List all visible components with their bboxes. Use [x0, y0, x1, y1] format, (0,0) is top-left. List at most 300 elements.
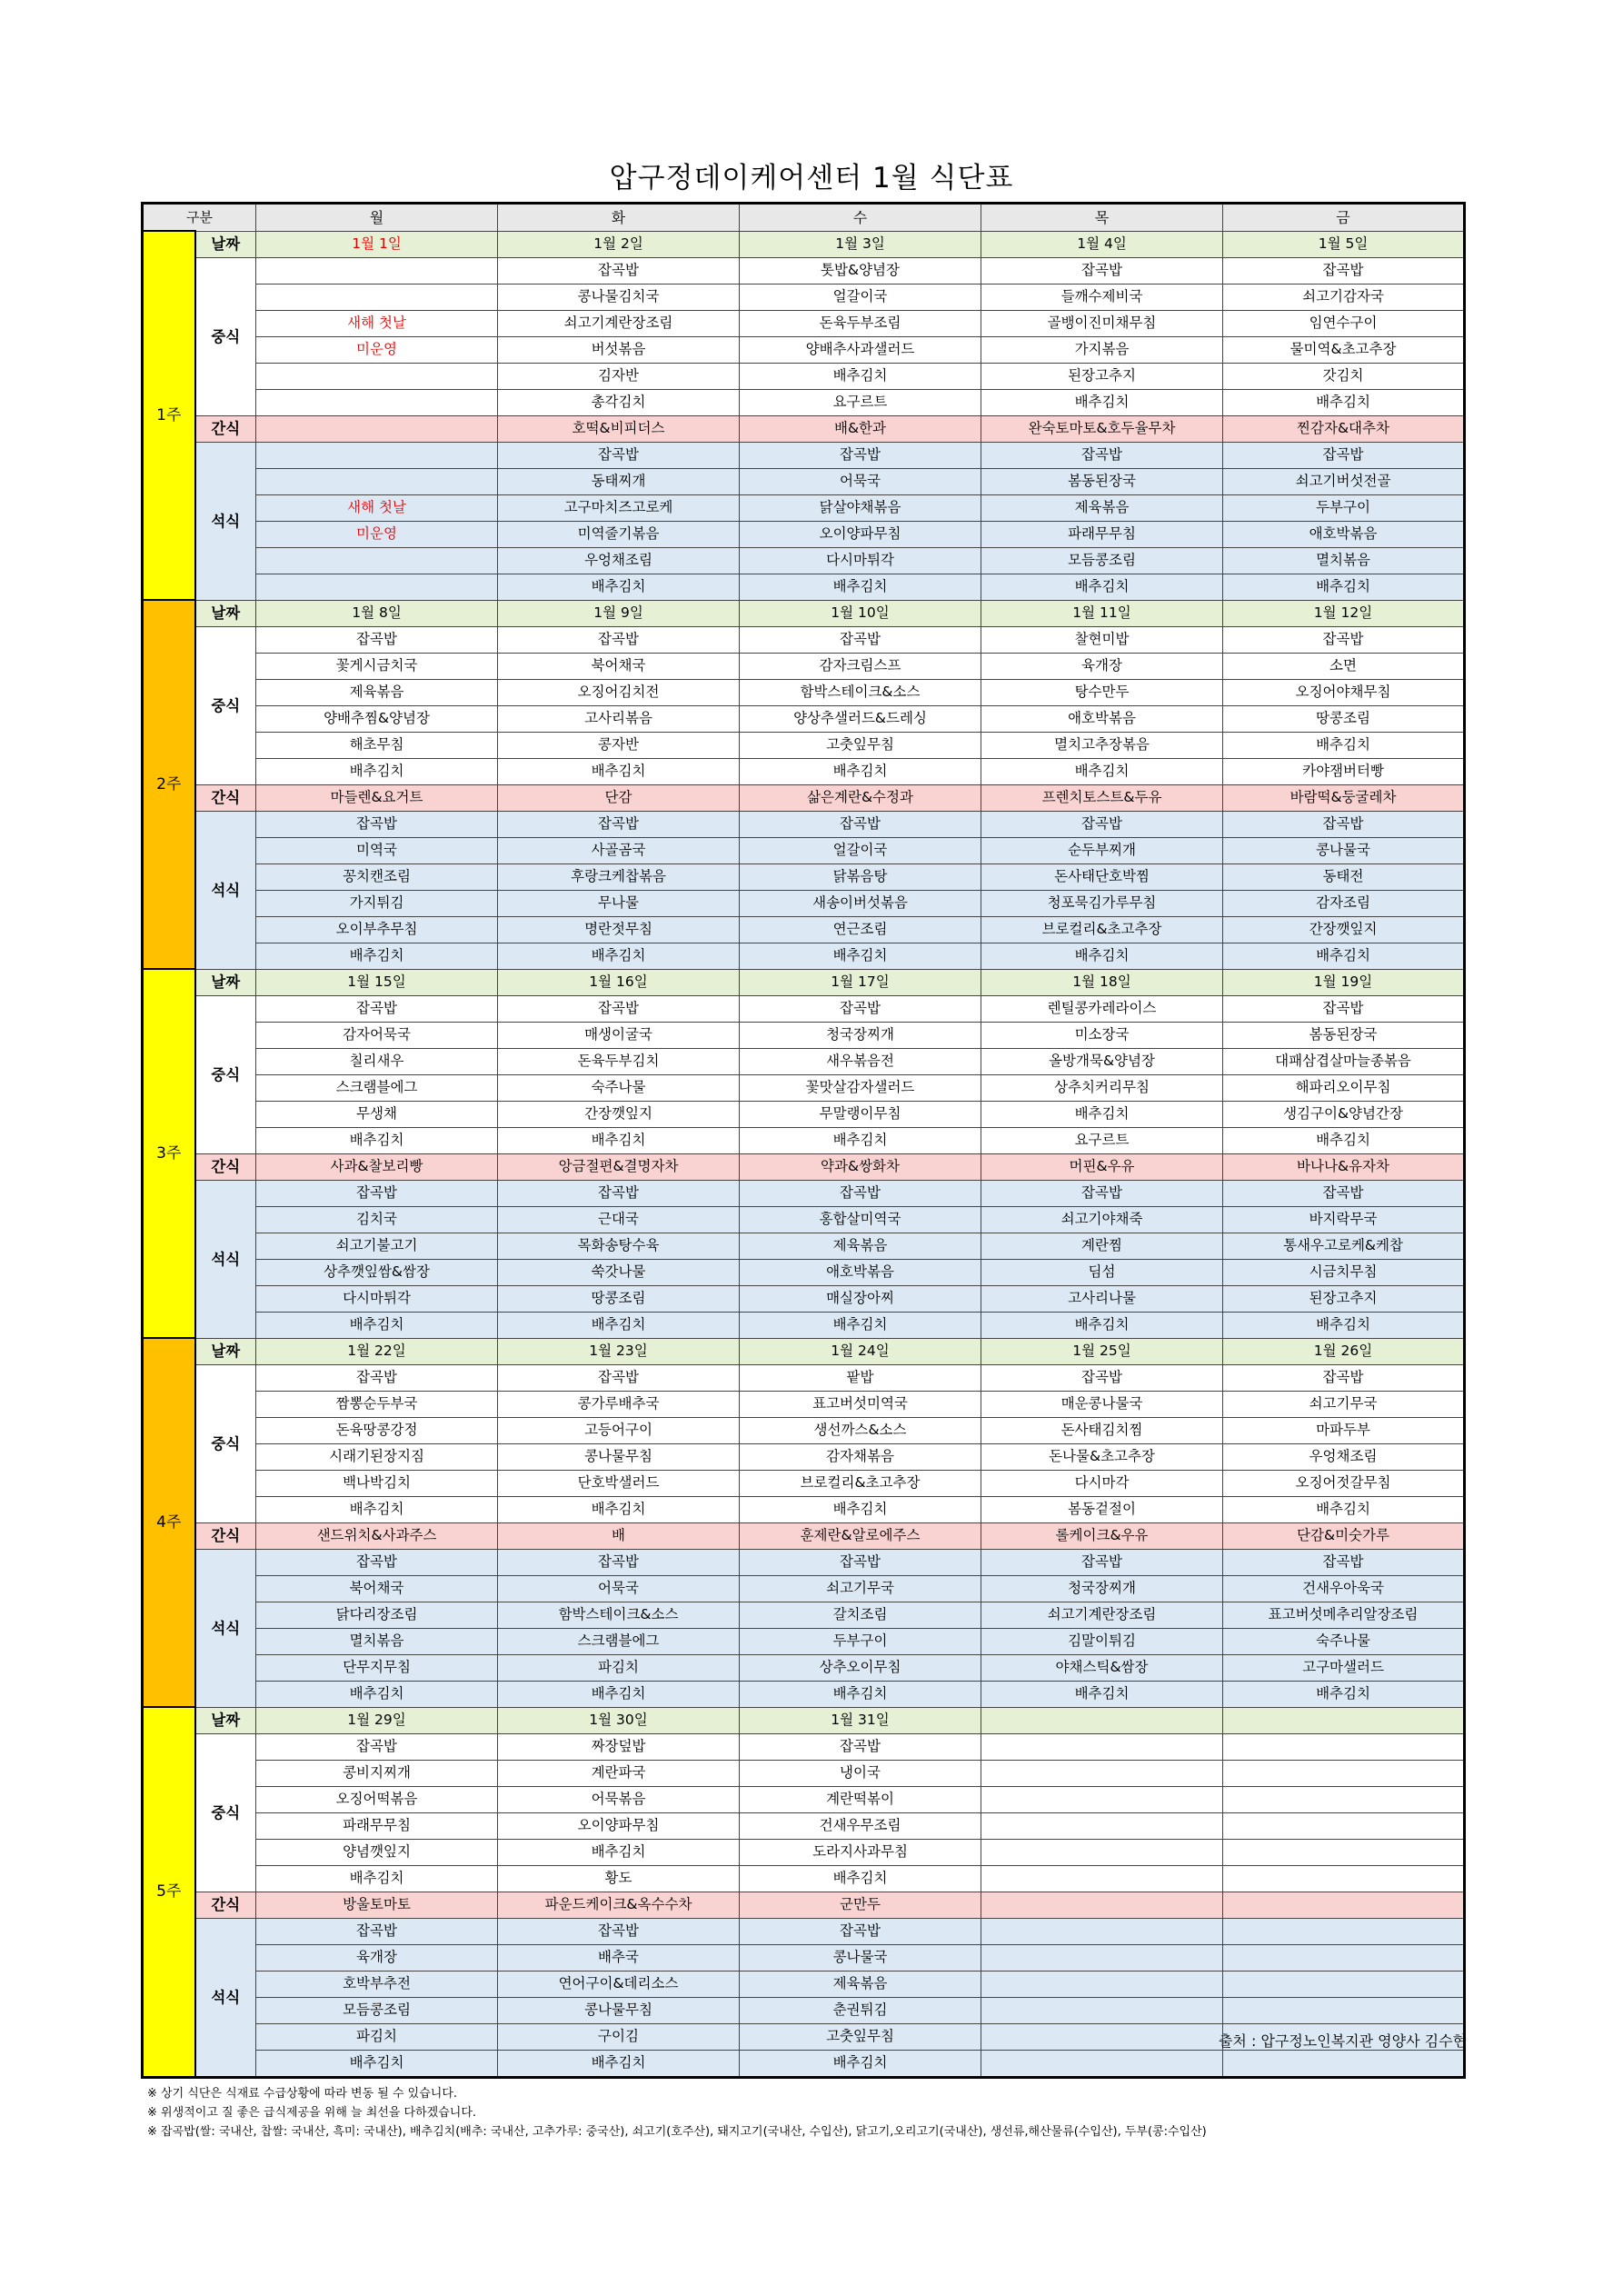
lunch-item: 잡곡밥: [740, 626, 981, 653]
lunch-item: 콩나물무침: [498, 1443, 740, 1470]
dinner-item: 두부구이: [740, 1628, 981, 1654]
dinner-item: 딤섬: [981, 1259, 1223, 1285]
date-cell: 1월 30일: [498, 1707, 740, 1733]
dinner-item: 잡곡밥: [981, 811, 1223, 837]
lunch-item: 해초무침: [256, 732, 498, 758]
dinner-item: 청국장찌개: [981, 1575, 1223, 1602]
lunch-item: 우엉채조림: [1223, 1443, 1465, 1470]
lunch-item: 감자크림스프: [740, 653, 981, 679]
lunch-item: 물미역&초고추장: [1223, 336, 1465, 363]
dinner-item: 배추김치: [498, 1312, 740, 1338]
note-line: ※ 잡곡밥(쌀: 국내산, 찹쌀: 국내산, 흑미: 국내산), 배추김치(배추: 국내산, 고추가루: 중국산), 쇠고기(호주산), 돼지고기(국내산, 수입산), 닭고기,오리고기(국내산), 생선류,해산물류(수입산), 두부(콩:수입산): [147, 2125, 1207, 2139]
dinner-label: 석식: [195, 1549, 256, 1707]
lunch-item: [981, 1865, 1223, 1892]
dinner-item: [256, 442, 498, 468]
dinner-item: 닭볶음탕: [740, 863, 981, 890]
page-title: 압구정데이케어센터 1월 식단표: [609, 162, 1014, 195]
date-cell: 1월 31일: [740, 1707, 981, 1733]
lunch-row: [143, 1364, 1465, 1391]
lunch-row: [143, 1786, 1465, 1812]
lunch-item: [981, 1839, 1223, 1865]
dinner-item: 간장깻잎지: [1223, 916, 1465, 943]
dinner-row: [143, 1549, 1465, 1575]
lunch-label: 중식: [195, 1733, 256, 1892]
lunch-item: 대패삼겹살마늘종볶음: [1223, 1048, 1465, 1074]
dinner-row: [143, 574, 1465, 600]
dinner-item: 연어구이&데리소스: [498, 1971, 740, 1997]
snack-item: 군만두: [740, 1892, 981, 1918]
lunch-item: 탕수만두: [981, 679, 1223, 705]
date-cell: 1월 16일: [498, 969, 740, 995]
lunch-row: [143, 679, 1465, 705]
lunch-item: 감자어묵국: [256, 1022, 498, 1048]
lunch-item: 배추김치: [1223, 1496, 1465, 1522]
lunch-item: 숙주나물: [498, 1074, 740, 1101]
dinner-item: 배추국: [498, 1944, 740, 1971]
dinner-item: 잡곡밥: [256, 1918, 498, 1944]
dinner-item: 어묵국: [498, 1575, 740, 1602]
lunch-item: 잡곡밥: [1223, 257, 1465, 284]
lunch-item: 파래무무침: [256, 1812, 498, 1839]
date-cell: 1월 18일: [981, 969, 1223, 995]
lunch-item: 배추김치: [1223, 732, 1465, 758]
dinner-item: 잡곡밥: [1223, 1549, 1465, 1575]
lunch-item: 쇠고기감자국: [1223, 284, 1465, 310]
dinner-item: 숙주나물: [1223, 1628, 1465, 1654]
snack-row: [143, 1522, 1465, 1549]
lunch-item: 땅콩조림: [1223, 705, 1465, 732]
dinner-item: 어묵국: [740, 468, 981, 494]
lunch-item: 배추김치: [498, 758, 740, 784]
lunch-row: [143, 995, 1465, 1022]
note-line: ※ 위생적이고 질 좋은 급식제공을 위해 늘 최선을 다하겠습니다.: [147, 2106, 477, 2120]
dinner-item: [981, 2050, 1223, 2077]
lunch-item: 멸치고추장볶음: [981, 732, 1223, 758]
date-row: [143, 600, 1465, 626]
dinner-item: 동태찌개: [498, 468, 740, 494]
lunch-item: 북어채국: [498, 653, 740, 679]
dinner-item: [1223, 1944, 1465, 1971]
lunch-item: 소면: [1223, 653, 1465, 679]
lunch-item: 잡곡밥: [498, 995, 740, 1022]
lunch-item: 봄동겉절이: [981, 1496, 1223, 1522]
snack-item: 방울토마토: [256, 1892, 498, 1918]
dinner-item: 두부구이: [1223, 494, 1465, 521]
date-cell: 1월 9일: [498, 600, 740, 626]
dinner-item: 잡곡밥: [498, 1180, 740, 1206]
dinner-item: 춘권튀김: [740, 1997, 981, 2023]
lunch-item: [981, 1812, 1223, 1839]
header-gubun: 구분: [143, 204, 256, 232]
dinner-label: 석식: [195, 1180, 256, 1338]
date-cell: 1월 17일: [740, 969, 981, 995]
snack-row: [143, 415, 1465, 442]
dinner-item: 배추김치: [740, 943, 981, 969]
dinner-row: [143, 468, 1465, 494]
dinner-item: 봄동된장국: [981, 468, 1223, 494]
lunch-item: 가지볶음: [981, 336, 1223, 363]
lunch-item: 배추김치: [740, 1496, 981, 1522]
lunch-item: 애호박볶음: [981, 705, 1223, 732]
lunch-item: 오징어떡볶음: [256, 1786, 498, 1812]
dinner-item: [1223, 1918, 1465, 1944]
lunch-item: 잡곡밥: [256, 995, 498, 1022]
date-label: 날짜: [195, 1338, 256, 1364]
week-label: 5주: [143, 1707, 195, 2077]
dinner-item: 파김치: [498, 1654, 740, 1681]
lunch-item: 고춧잎무침: [740, 732, 981, 758]
dinner-item: 배추김치: [740, 2050, 981, 2077]
dinner-item: 제육볶음: [981, 494, 1223, 521]
lunch-item: 다시마각: [981, 1470, 1223, 1496]
lunch-item: [1223, 1733, 1465, 1760]
lunch-row: [143, 732, 1465, 758]
dinner-row: [143, 1233, 1465, 1259]
lunch-item: 콩나물김치국: [498, 284, 740, 310]
date-row: [143, 1707, 1465, 1733]
lunch-item: 도라지사과무침: [740, 1839, 981, 1865]
lunch-item: 찰현미밥: [981, 626, 1223, 653]
lunch-item: [256, 284, 498, 310]
dinner-item: 잡곡밥: [498, 442, 740, 468]
dinner-item: 오이양파무침: [740, 521, 981, 547]
lunch-label: 중식: [195, 1364, 256, 1522]
lunch-item: 돈육땅콩강정: [256, 1417, 498, 1443]
lunch-item: 냉이국: [740, 1760, 981, 1786]
dinner-item: 배추김치: [1223, 574, 1465, 600]
lunch-item: 해파리오이무침: [1223, 1074, 1465, 1101]
dinner-item: 계란찜: [981, 1233, 1223, 1259]
dinner-item: [1223, 2050, 1465, 2077]
date-cell: 1월 22일: [256, 1338, 498, 1364]
dinner-item: 파김치: [256, 2023, 498, 2050]
lunch-item: 양배추사과샐러드: [740, 336, 981, 363]
lunch-item: 잡곡밥: [740, 1733, 981, 1760]
snack-row: [143, 1892, 1465, 1918]
date-cell: 1월 10일: [740, 600, 981, 626]
dinner-item: 근대국: [498, 1206, 740, 1233]
dinner-item: 배추김치: [1223, 1681, 1465, 1707]
snack-item: 머핀&우유: [981, 1153, 1223, 1180]
lunch-item: 잡곡밥: [256, 626, 498, 653]
date-cell: 1월 25일: [981, 1338, 1223, 1364]
dinner-item: 미역줄기볶음: [498, 521, 740, 547]
lunch-item: 배추김치: [256, 758, 498, 784]
dinner-item: 쇠고기불고기: [256, 1233, 498, 1259]
lunch-item: [1223, 1865, 1465, 1892]
dinner-item: 잡곡밥: [981, 442, 1223, 468]
lunch-item: 짬뽕순두부국: [256, 1391, 498, 1417]
snack-item: [981, 1892, 1223, 1918]
header-day: 금: [1223, 204, 1465, 232]
date-cell: 1월 29일: [256, 1707, 498, 1733]
lunch-row: [143, 1470, 1465, 1496]
dinner-item: 김말이튀김: [981, 1628, 1223, 1654]
lunch-item: 요구르트: [981, 1127, 1223, 1153]
lunch-item: 배추김치: [498, 1839, 740, 1865]
date-cell: 1월 11일: [981, 600, 1223, 626]
lunch-item: 버섯볶음: [498, 336, 740, 363]
dinner-item: [256, 468, 498, 494]
lunch-item: 고사리볶음: [498, 705, 740, 732]
dinner-item: 스크램블에그: [498, 1628, 740, 1654]
notes: [147, 2084, 1207, 2141]
dinner-item: 고구마치즈고로케: [498, 494, 740, 521]
lunch-row: [143, 1074, 1465, 1101]
dinner-row: [143, 494, 1465, 521]
lunch-item: 표고버섯미역국: [740, 1391, 981, 1417]
lunch-row: [143, 1417, 1465, 1443]
menu-table: [141, 202, 1466, 2079]
lunch-row: [143, 1101, 1465, 1127]
dinner-row: [143, 811, 1465, 837]
lunch-item: 매운콩나물국: [981, 1391, 1223, 1417]
dinner-row: [143, 1575, 1465, 1602]
lunch-item: 단호박샐러드: [498, 1470, 740, 1496]
lunch-item: [1223, 1760, 1465, 1786]
date-label: 날짜: [195, 969, 256, 995]
dinner-row: [143, 1654, 1465, 1681]
dinner-row: [143, 916, 1465, 943]
date-cell: 1월 15일: [256, 969, 498, 995]
lunch-item: [1223, 1786, 1465, 1812]
dinner-item: 배추김치: [1223, 943, 1465, 969]
date-cell: 1월 3일: [740, 231, 981, 257]
dinner-row: [143, 1285, 1465, 1312]
lunch-item: 총각김치: [498, 389, 740, 415]
dinner-item: 배추김치: [256, 1681, 498, 1707]
lunch-item: 잡곡밥: [498, 1364, 740, 1391]
lunch-item: 골뱅이진미채무침: [981, 310, 1223, 336]
lunch-item: 돈사태김치찜: [981, 1417, 1223, 1443]
dinner-item: 호박부추전: [256, 1971, 498, 1997]
dinner-item: 순두부찌개: [981, 837, 1223, 863]
dinner-row: [143, 1206, 1465, 1233]
lunch-item: 청국장찌개: [740, 1022, 981, 1048]
lunch-item: 꽃게시금치국: [256, 653, 498, 679]
dinner-item: 잡곡밥: [1223, 1180, 1465, 1206]
dinner-item: 잡곡밥: [498, 811, 740, 837]
lunch-item: 생선까스&소스: [740, 1417, 981, 1443]
week-label: 4주: [143, 1338, 195, 1707]
lunch-item: 잡곡밥: [1223, 995, 1465, 1022]
snack-item: 바람떡&둥굴레차: [1223, 784, 1465, 811]
lunch-item: 오징어야채무침: [1223, 679, 1465, 705]
snack-item: 롤케이크&우유: [981, 1522, 1223, 1549]
dinner-item: 돈사태단호박찜: [981, 863, 1223, 890]
dinner-item: 고사리나물: [981, 1285, 1223, 1312]
snack-row: [143, 1153, 1465, 1180]
source-credit: 출처 : 압구정노인복지관 영양사 김수현: [1218, 2032, 1467, 2050]
lunch-item: 브로컬리&초고추장: [740, 1470, 981, 1496]
lunch-row: [143, 1048, 1465, 1074]
snack-item: [1223, 1892, 1465, 1918]
lunch-item: 잡곡밥: [498, 626, 740, 653]
week-label: 2주: [143, 600, 195, 969]
lunch-item: 콩자반: [498, 732, 740, 758]
lunch-item: 콩비지찌개: [256, 1760, 498, 1786]
note-line: ※ 상기 식단은 식재료 수급상황에 따라 변동 될 수 있습니다.: [147, 2087, 458, 2101]
lunch-item: 갓김치: [1223, 363, 1465, 389]
dinner-item: 잡곡밥: [981, 1549, 1223, 1575]
lunch-row: [143, 1443, 1465, 1470]
dinner-item: 잡곡밥: [498, 1918, 740, 1944]
dinner-item: 단무지무침: [256, 1654, 498, 1681]
snack-label: 간식: [195, 1892, 256, 1918]
dinner-item: 잡곡밥: [1223, 811, 1465, 837]
lunch-item: 배추김치: [981, 758, 1223, 784]
date-cell: 1월 8일: [256, 600, 498, 626]
dinner-item: 북어채국: [256, 1575, 498, 1602]
dinner-item: 표고버섯메추리알장조림: [1223, 1602, 1465, 1628]
dinner-item: 된장고추지: [1223, 1285, 1465, 1312]
lunch-item: 돈나물&초고추장: [981, 1443, 1223, 1470]
dinner-item: 구이김: [498, 2023, 740, 2050]
lunch-label: 중식: [195, 626, 256, 784]
snack-item: 호떡&비피더스: [498, 415, 740, 442]
dinner-item: 잡곡밥: [740, 1918, 981, 1944]
date-label: 날짜: [195, 231, 256, 257]
dinner-item: 매실장아찌: [740, 1285, 981, 1312]
dinner-item: 배추김치: [256, 2050, 498, 2077]
snack-item: 마들렌&요거트: [256, 784, 498, 811]
snack-label: 간식: [195, 415, 256, 442]
dinner-item: 육개장: [256, 1944, 498, 1971]
lunch-item: 배추김치: [740, 758, 981, 784]
lunch-item: 함박스테이크&소스: [740, 679, 981, 705]
lunch-item: 배추김치: [740, 1127, 981, 1153]
lunch-item: 임연수구이: [1223, 310, 1465, 336]
lunch-row: [143, 310, 1465, 336]
lunch-row: [143, 1391, 1465, 1417]
date-cell: 1월 1일: [256, 231, 498, 257]
header-day: 화: [498, 204, 740, 232]
dinner-item: 배추김치: [981, 943, 1223, 969]
dinner-item: 배추김치: [981, 574, 1223, 600]
lunch-item: [1223, 1812, 1465, 1839]
lunch-item: 제육볶음: [256, 679, 498, 705]
dinner-item: 배추김치: [498, 1681, 740, 1707]
snack-label: 간식: [195, 1522, 256, 1549]
dinner-item: 바지락무국: [1223, 1206, 1465, 1233]
lunch-item: 잡곡밥: [498, 257, 740, 284]
dinner-item: [981, 1944, 1223, 1971]
dinner-item: 제육볶음: [740, 1233, 981, 1259]
lunch-row: [143, 758, 1465, 784]
lunch-item: 배추김치: [981, 1101, 1223, 1127]
lunch-item: 마파두부: [1223, 1417, 1465, 1443]
dinner-item: 닭살야채볶음: [740, 494, 981, 521]
lunch-item: [1223, 1839, 1465, 1865]
lunch-item: 배추김치: [981, 389, 1223, 415]
snack-item: 파운드케이크&옥수수차: [498, 1892, 740, 1918]
lunch-item: 김자반: [498, 363, 740, 389]
dinner-row: [143, 1681, 1465, 1707]
snack-item: 단감: [498, 784, 740, 811]
dinner-item: [981, 1918, 1223, 1944]
lunch-item: 시래기된장지짐: [256, 1443, 498, 1470]
lunch-item: 잡곡밥: [1223, 1364, 1465, 1391]
dinner-item: 잡곡밥: [256, 1180, 498, 1206]
dinner-item: 쇠고기계란장조림: [981, 1602, 1223, 1628]
dinner-item: [981, 2023, 1223, 2050]
week-label: 3주: [143, 969, 195, 1338]
dinner-item: 상추오이무침: [740, 1654, 981, 1681]
dinner-row: [143, 1997, 1465, 2023]
lunch-row: [143, 1865, 1465, 1892]
lunch-item: 양념깻잎지: [256, 1839, 498, 1865]
dinner-item: 멸치볶음: [1223, 547, 1465, 574]
date-row: [143, 1338, 1465, 1364]
lunch-item: 계란떡볶이: [740, 1786, 981, 1812]
dinner-item: 가지튀김: [256, 890, 498, 916]
date-label: 날짜: [195, 600, 256, 626]
dinner-row: [143, 1180, 1465, 1206]
dinner-item: 쇠고기버섯전골: [1223, 468, 1465, 494]
dinner-item: 무나물: [498, 890, 740, 916]
lunch-item: 쇠고기무국: [1223, 1391, 1465, 1417]
dinner-row: [143, 1602, 1465, 1628]
dinner-item: 홍합살미역국: [740, 1206, 981, 1233]
lunch-item: 미소장국: [981, 1022, 1223, 1048]
dinner-item: 잡곡밥: [1223, 442, 1465, 468]
dinner-item: 동태전: [1223, 863, 1465, 890]
lunch-item: 스크램블에그: [256, 1074, 498, 1101]
dinner-label: 석식: [195, 442, 256, 600]
lunch-row: [143, 1496, 1465, 1522]
dinner-item: [981, 1971, 1223, 1997]
dinner-item: 브로컬리&초고추장: [981, 916, 1223, 943]
dinner-item: 우엉채조림: [498, 547, 740, 574]
header-row: [143, 204, 1465, 232]
week-label: 1주: [143, 231, 195, 600]
lunch-item: 쇠고기계란장조림: [498, 310, 740, 336]
lunch-item: 백나박김치: [256, 1470, 498, 1496]
lunch-item: 잡곡밥: [1223, 626, 1465, 653]
dinner-label: 석식: [195, 811, 256, 969]
lunch-row: [143, 389, 1465, 415]
lunch-item: 배추김치: [1223, 389, 1465, 415]
lunch-item: [981, 1733, 1223, 1760]
dinner-row: [143, 1944, 1465, 1971]
dinner-item: 다시마튀각: [740, 547, 981, 574]
snack-item: 단감&미숫가루: [1223, 1522, 1465, 1549]
dinner-row: [143, 890, 1465, 916]
snack-row: [143, 784, 1465, 811]
dinner-item: 애호박볶음: [740, 1259, 981, 1285]
lunch-item: 올방개묵&양념장: [981, 1048, 1223, 1074]
lunch-item: 잡곡밥: [256, 1733, 498, 1760]
dinner-item: 사골곰국: [498, 837, 740, 863]
dinner-item: 배추김치: [1223, 1312, 1465, 1338]
dinner-item: 콩나물무침: [498, 1997, 740, 2023]
dinner-item: 잡곡밥: [981, 1180, 1223, 1206]
dinner-row: [143, 521, 1465, 547]
header-day: 수: [740, 204, 981, 232]
dinner-item: 배추김치: [981, 1312, 1223, 1338]
menu-body: [143, 231, 1465, 2077]
lunch-row: [143, 1733, 1465, 1760]
dinner-item: 제육볶음: [740, 1971, 981, 1997]
dinner-item: 배추김치: [740, 1681, 981, 1707]
dinner-row: [143, 547, 1465, 574]
header-day: 월: [256, 204, 498, 232]
dinner-item: 땅콩조림: [498, 1285, 740, 1312]
dinner-item: 통새우고로케&케찹: [1223, 1233, 1465, 1259]
lunch-row: [143, 705, 1465, 732]
lunch-item: 배추김치: [740, 1865, 981, 1892]
dinner-item: 잡곡밥: [740, 442, 981, 468]
